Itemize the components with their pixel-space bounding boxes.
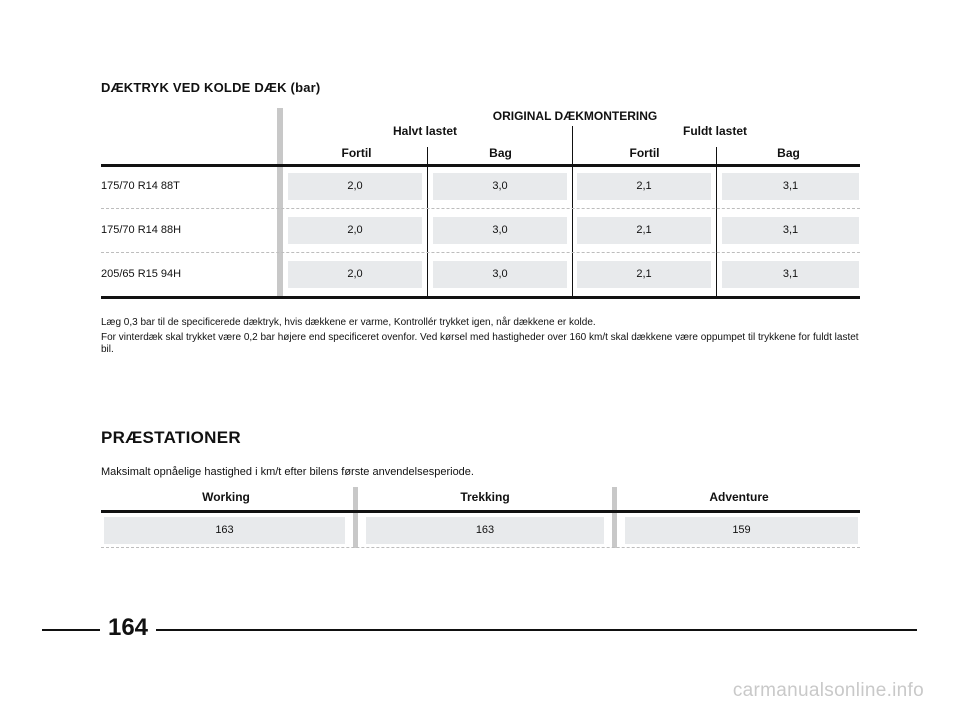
group-header: ORIGINAL DÆKMONTERING xyxy=(492,109,658,123)
label-column-separator xyxy=(277,108,283,298)
note-warm-tyres: Læg 0,3 bar til de specificerede dæktryk, hvis dækkene er varme, Kontrollér trykket igen, når dækkene er kolde. xyxy=(101,317,596,328)
perf-header-adventure: Adventure xyxy=(709,490,769,504)
halvt-lastet-header: Halvt lastet xyxy=(392,124,458,138)
perf-separator-1 xyxy=(353,487,358,548)
perf-value-trekking: 163 xyxy=(366,517,604,544)
subheader-bag-halvt: Bag xyxy=(489,146,512,160)
header-rule xyxy=(101,164,860,167)
cell-r3-c3: 2,1 xyxy=(577,261,711,288)
cell-r2-c3: 2,1 xyxy=(577,217,711,244)
watermark: carmanualsonline.info xyxy=(732,680,924,701)
table-bottom-rule xyxy=(101,296,860,299)
perf-header-working: Working xyxy=(202,490,250,504)
perf-value-working: 163 xyxy=(104,517,345,544)
note-winter-tyres: For vinterdæk skal trykket være 0,2 bar højere end specificeret ovenfor. Ved kørsel med hastigheder over 160 km/t skal dækkene være oppumpet til trykkene for fuldt lastet bil. xyxy=(101,332,859,355)
fuldt-lastet-header: Fuldt lastet xyxy=(682,124,747,138)
cell-r1-c2: 3,0 xyxy=(433,173,567,200)
cell-r2-c2: 3,0 xyxy=(433,217,567,244)
cell-r2-c1: 2,0 xyxy=(288,217,422,244)
row-divider-1 xyxy=(101,208,860,209)
tyre-size-2: 175/70 R14 88H xyxy=(101,224,182,236)
footer-rule-left xyxy=(42,629,100,631)
column-divider-3 xyxy=(716,147,717,297)
cell-r3-c4: 3,1 xyxy=(722,261,859,288)
perf-separator-2 xyxy=(612,487,617,548)
row-divider-2 xyxy=(101,252,860,253)
perf-value-adventure: 159 xyxy=(625,517,858,544)
cell-r1-c4: 3,1 xyxy=(722,173,859,200)
cell-r2-c4: 3,1 xyxy=(722,217,859,244)
subheader-fortil-halvt: Fortil xyxy=(341,146,372,160)
tyre-size-3: 205/65 R15 94H xyxy=(101,268,182,280)
performance-description: Maksimalt opnåelige hastighed i km/t efter bilens første anvendelsesperiode. xyxy=(101,466,474,478)
column-divider-2 xyxy=(572,126,573,297)
page-number: 164 xyxy=(107,614,149,641)
perf-header-trekking: Trekking xyxy=(460,490,510,504)
footer-rule-right xyxy=(156,629,917,631)
subheader-fortil-fuldt: Fortil xyxy=(629,146,660,160)
subheader-bag-fuldt: Bag xyxy=(777,146,800,160)
column-divider-1 xyxy=(427,147,428,297)
cell-r3-c2: 3,0 xyxy=(433,261,567,288)
cell-r1-c3: 2,1 xyxy=(577,173,711,200)
tyre-pressure-title: DÆKTRYK VED KOLDE DÆK (bar) xyxy=(101,80,321,95)
performance-title: PRÆSTATIONER xyxy=(101,428,241,447)
tyre-size-1: 175/70 R14 88T xyxy=(101,180,180,192)
perf-bottom-rule xyxy=(101,547,860,548)
cell-r1-c1: 2,0 xyxy=(288,173,422,200)
cell-r3-c1: 2,0 xyxy=(288,261,422,288)
perf-header-rule xyxy=(101,510,860,513)
